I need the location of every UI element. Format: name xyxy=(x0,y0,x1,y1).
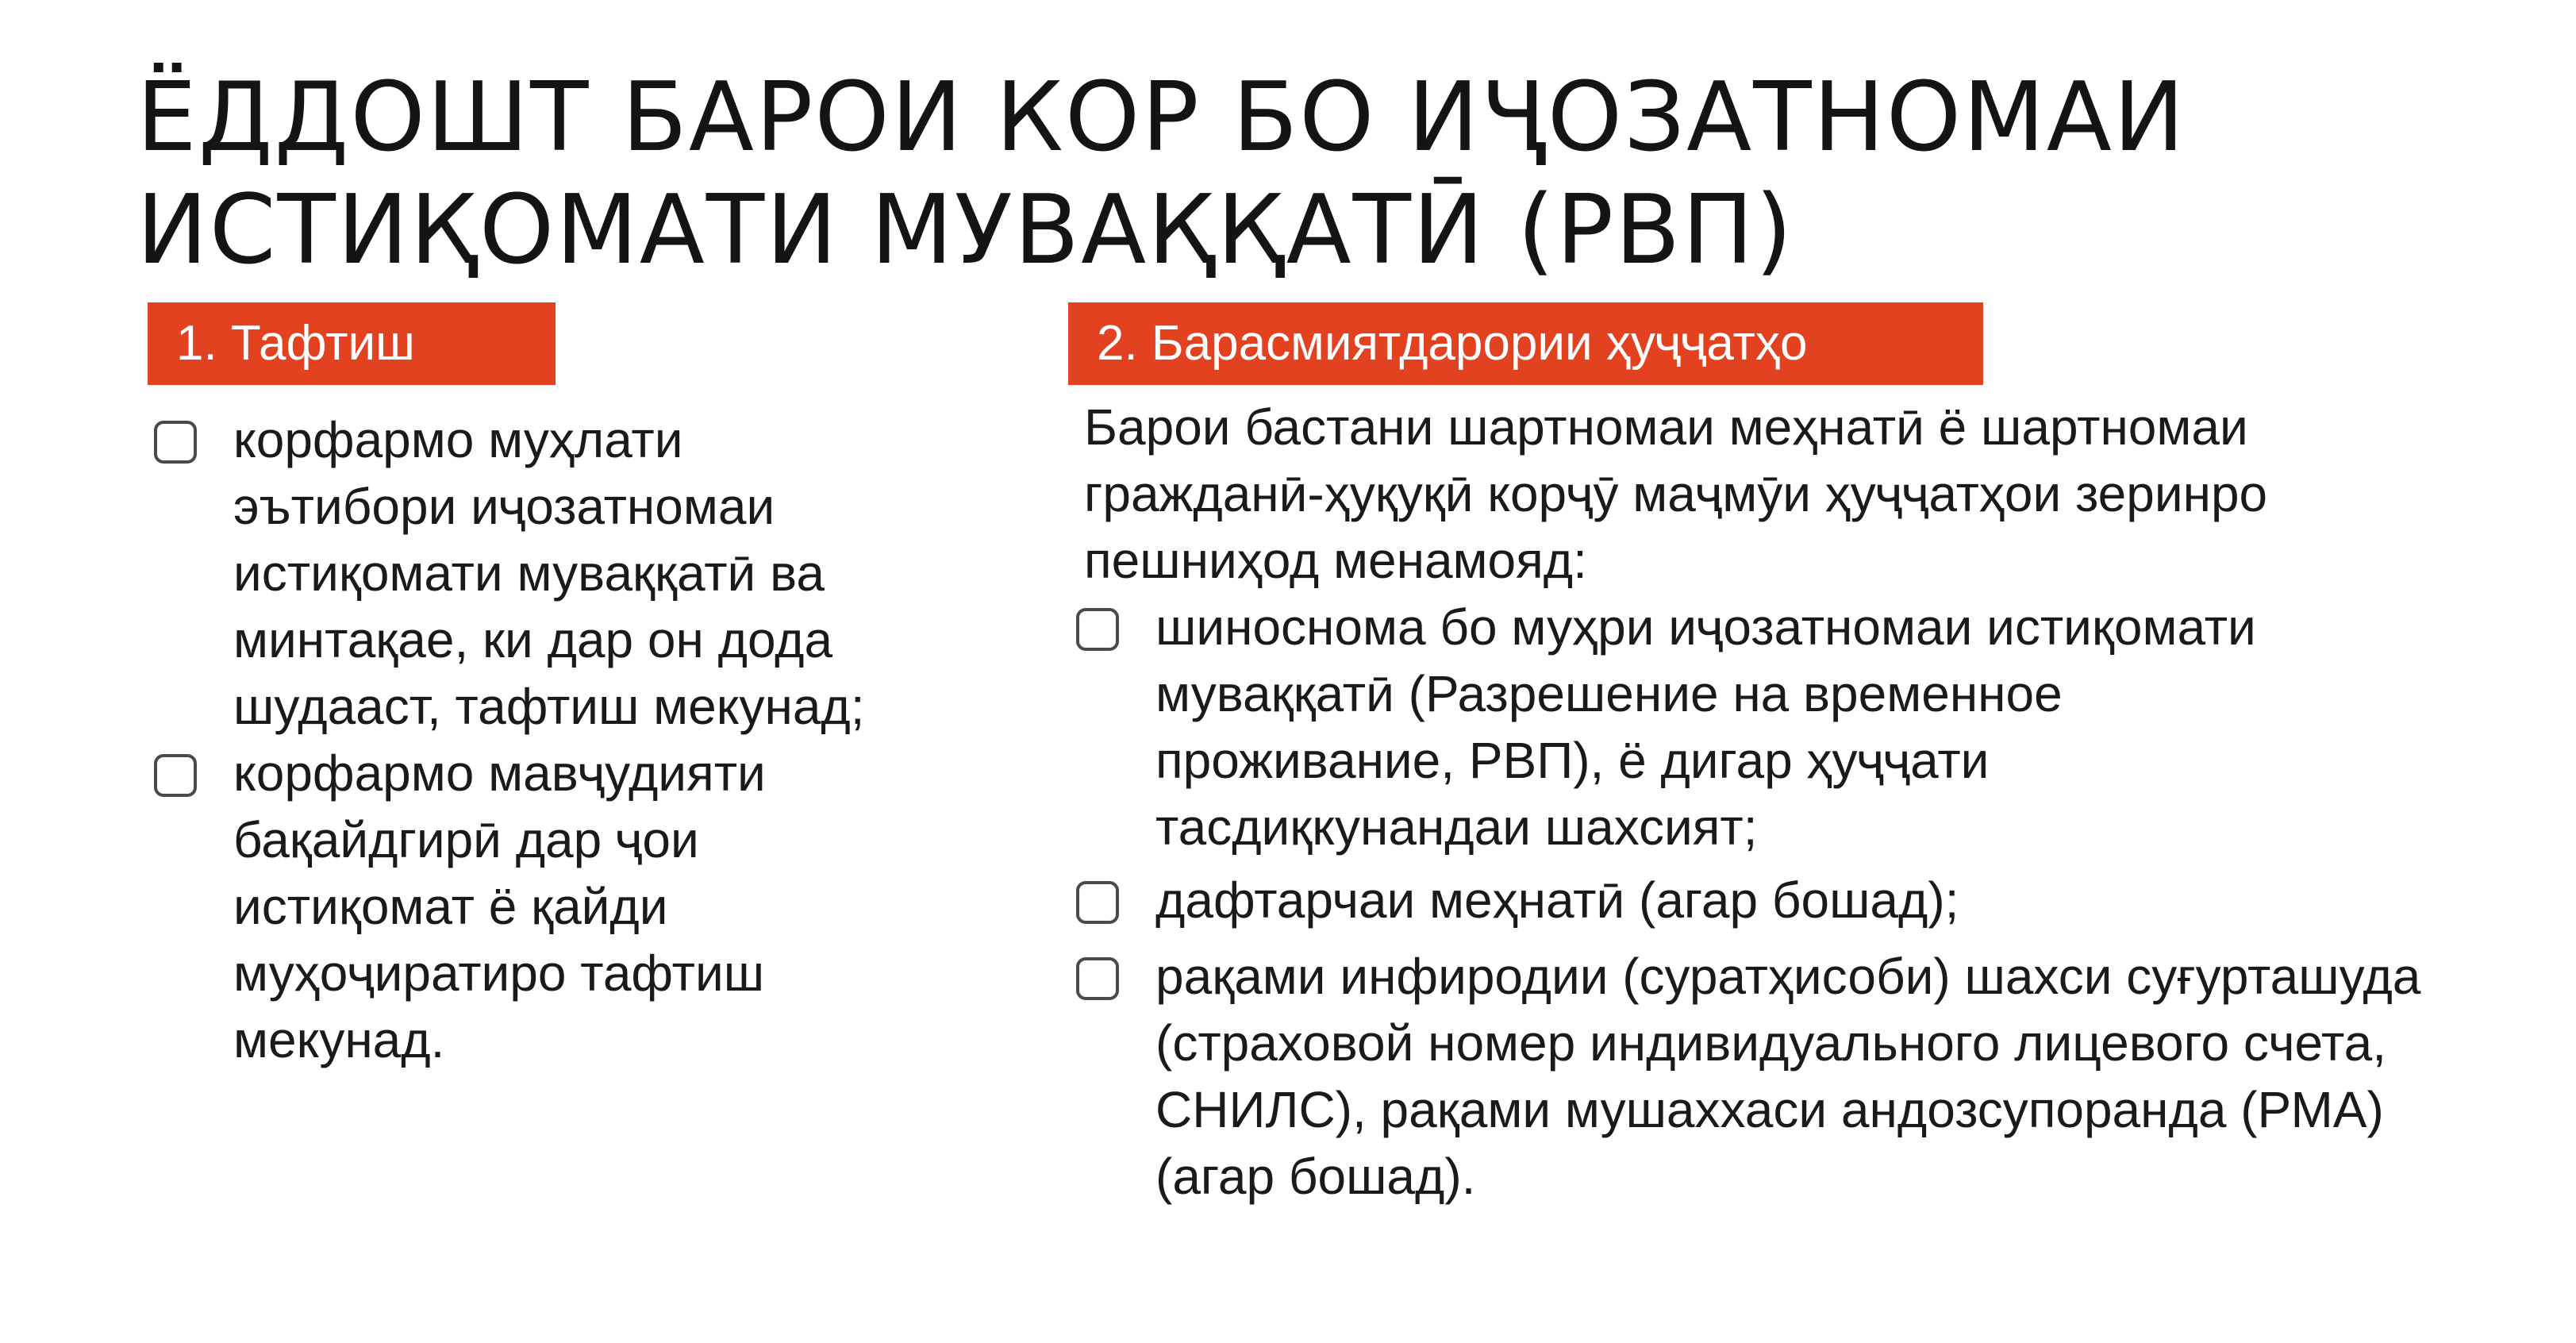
list-item-text: корфармо муҳлати эътибори иҷозатномаи истиқомати муваққатӣ ва минтақае, ки дар он дода шудааст, тафтиш мекунад; xyxy=(233,411,865,735)
list-item xyxy=(1076,867,2425,933)
checklist-documents xyxy=(1076,594,2425,1210)
section-tag-documents: 2. Барасмиятдарории ҳуҷҷатҳо xyxy=(1068,302,1983,385)
list-item xyxy=(154,740,884,1073)
list-item-text: шиноснома бо муҳри иҷозатномаи истиқомати муваққатӣ (Разрешение на временное проживание, РВП), ё дигар ҳуҷҷати тасдиқкунандаи шахсият; xyxy=(1155,598,2256,856)
checkbox[interactable] xyxy=(1076,881,1119,924)
checkbox[interactable] xyxy=(154,421,197,464)
list-item-text: дафтарчаи меҳнатӣ (агар бошад); xyxy=(1155,872,1959,929)
section-tag-check: 1. Тафтиш xyxy=(148,302,556,385)
documents-intro: Барои бастани шартномаи меҳнатӣ ё шартномаи гражданӣ-ҳуқуқӣ корҷӯ маҷмӯи ҳуҷҷатҳои зеринро пешниҳод менамояд: xyxy=(1084,398,2268,589)
list-item-text: рақами инфиродии (суратҳисоби) шахси суғурташуда (страховой номер индивидуального лицевого счета, СНИЛС), рақами мушаххаси андозсупоранда (РМА) (агар бошад). xyxy=(1155,948,2421,1205)
checklist-check xyxy=(154,406,884,1073)
list-item xyxy=(1076,594,2346,860)
page-title: ЁДДОШТ БАРОИ КОР БО ИҶОЗАТНОМАИ ИСТИҚОМАТИ МУВАҚҚАТӢ (РВП) xyxy=(136,63,2186,286)
list-item-text: корфармо мавҷудияти бақайдгирӣ дар ҷои истиқомат ё қайди муҳоҷиратиро тафтиш мекунад. xyxy=(233,745,766,1068)
checkbox[interactable] xyxy=(1076,957,1119,1000)
checkbox[interactable] xyxy=(154,754,197,797)
list-item xyxy=(1076,943,2425,1210)
list-item xyxy=(154,406,884,740)
checkbox[interactable] xyxy=(1076,608,1119,651)
